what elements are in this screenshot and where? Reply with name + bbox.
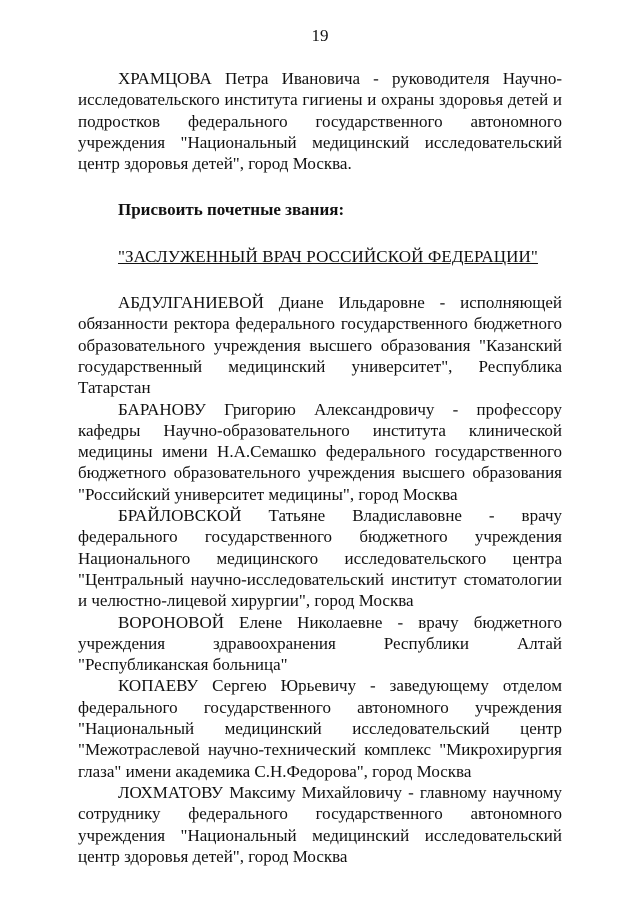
document-body — [78, 68, 562, 867]
awardee-entry: БАРАНОВУ Григорию Александровичу - профессору кафедры Научно-образовательного института клинической медицины имени Н.А.Семашко федерального государственного бюджетного образовательного учреждения высшего образования "Российский университет медицины", город Москва — [78, 399, 562, 504]
page-number: 19 — [311, 26, 329, 45]
awardee-list — [78, 292, 562, 867]
awardee-entry: ЛОХМАТОВУ Максиму Михайловичу - главному научному сотруднику федерального государственного автономного учреждения "Национальный медицинский исследовательский центр здоровья детей", город Москва — [78, 782, 562, 866]
awardee-entry: КОПАЕВУ Сергею Юрьевичу - заведующему отделом федерального государственного автономного учреждения "Национальный медицинский исследовательский центр "Межотраслевой научно-технический комплекс "Микрохирургия глаза" имени академика С.Н.Федорова", город Москва — [78, 676, 562, 781]
section-heading: Присвоить почетные звания: — [118, 200, 345, 220]
honorary-title: "ЗАСЛУЖЕННЫЙ ВРАЧ РОССИЙСКОЙ ФЕДЕРАЦИИ" — [118, 246, 538, 266]
intro-paragraph: ХРАМЦОВА Петра Ивановича - руководителя Научно-исследовательского института гигиены и охраны здоровья детей и подростков федерального государственного автономного учреждения "Национальный медицинский исследовательский центр здоровья детей", город Москва. — [78, 69, 562, 174]
awardee-entry: ВОРОНОВОЙ Елене Николаевне - врачу бюджетного учреждения здравоохранения Республики Алтай "Республиканская больница" — [78, 612, 562, 675]
awardee-entry: АБДУЛГАНИЕВОЙ Диане Ильдаровне - исполняющей обязанности ректора федерального государственного бюджетного образовательного учреждения высшего образования "Казанский государственный медицинский университет", Республика Татарстан — [78, 293, 562, 398]
awardee-entry: БРАЙЛОВСКОЙ Татьяне Владиславовне - врачу федерального государственного бюджетного учреждения Национального медицинского исследовательского центра "Центральный научно-исследовательский институт стоматологии и челюстно-лицевой хирургии", город Москва — [78, 506, 562, 611]
